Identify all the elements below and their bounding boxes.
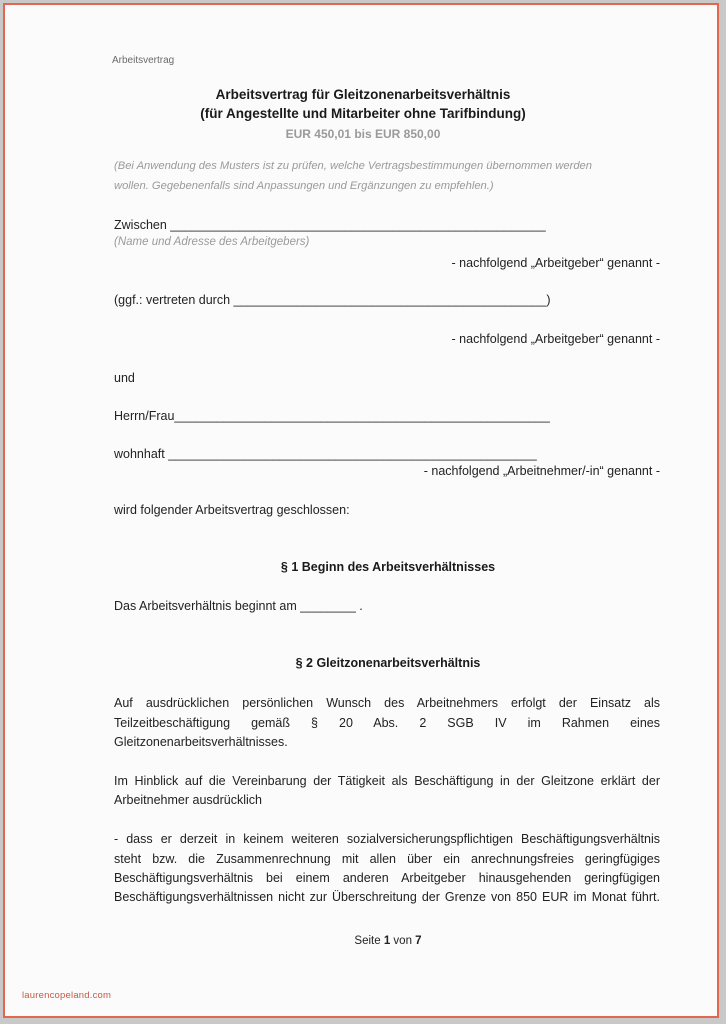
contract-concluded-line: wird folgender Arbeitsvertrag geschlossen: (114, 503, 350, 517)
salary-range: EUR 450,01 bis EUR 850,00 (285, 127, 441, 141)
paragraph-line: Auf ausdrücklichen persönlichen Wunsch des Arbeitnehmers erfolgt der Einsatz als (114, 696, 660, 710)
paragraph-line: Teilzeitbeschäftigung gemäß § 20 Abs. 2 SGB IV im Rahmen eines (114, 716, 660, 730)
start-date-line: Das Arbeitsverhältnis beginnt am ________ . (114, 599, 363, 613)
paragraph-line: - dass er derzeit in keinem weiteren sozialversicherungspflichtigen Beschäftigungsverhältnis (114, 832, 660, 846)
section-2-heading: § 2 Gleitzonenarbeitsverhältnis (295, 656, 481, 670)
document-title: Arbeitsvertrag für Gleitzonenarbeitsverhältnis (215, 87, 511, 102)
represented-by-line: (ggf.: vertreten durch _____________________________________________) (114, 293, 551, 307)
employer-alias: - nachfolgend „Arbeitgeber“ genannt - (451, 332, 660, 346)
and-word: und (114, 371, 135, 385)
employer-hint: (Name und Adresse des Arbeitgebers) (114, 236, 310, 248)
usage-note-line: wollen. Gegebenenfalls sind Anpassungen und Ergänzungen zu empfehlen.) (114, 180, 494, 192)
header-label: Arbeitsvertrag (112, 55, 175, 66)
between-line: Zwischen ______________________________________________________ (114, 218, 546, 232)
section-1-heading: § 1 Beginn des Arbeitsverhältnisses (280, 560, 496, 574)
paragraph-line: steht bzw. die Zusammenrechnung mit allen über ein anrechnungsfreies geringfügiges (114, 852, 660, 866)
employee-address-line: wohnhaft _____________________________________________________ (114, 447, 537, 461)
footer-middle: von (390, 935, 416, 947)
usage-note-line: (Bei Anwendung des Musters ist zu prüfen, welche Vertragsbestimmungen übernommen werden (114, 160, 592, 172)
employee-alias: - nachfolgend „Arbeitnehmer/-in“ genannt - (423, 464, 660, 478)
paragraph-line: Beschäftigungsverhältnis bei einem anderen Arbeitgeber hinausgehenden geringfügigen (114, 871, 660, 885)
employer-alias: - nachfolgend „Arbeitgeber“ genannt - (451, 256, 660, 270)
footer-prefix: Seite (354, 935, 384, 947)
page-total: 7 (415, 935, 422, 947)
document-subtitle: (für Angestellte und Mitarbeiter ohne Tarifbindung) (200, 106, 526, 121)
paragraph-line: Beschäftigungsverhältnissen nicht zur Überschreitung der Grenze von 850 EUR im Monat führt. (114, 890, 660, 904)
paragraph-line: Im Hinblick auf die Vereinbarung der Tätigkeit als Beschäftigung in der Gleitzone erklärt der (114, 774, 660, 788)
page-number: 1 (383, 935, 391, 947)
paragraph-line: Arbeitnehmer ausdrücklich (114, 793, 262, 807)
page-footer (0, 935, 726, 947)
employee-name-line: Herrn/Frau______________________________________________________ (114, 409, 550, 423)
paragraph-line: Gleitzonenarbeitsverhältnisses. (114, 735, 288, 749)
watermark: laurencopeland.com (22, 990, 112, 1001)
